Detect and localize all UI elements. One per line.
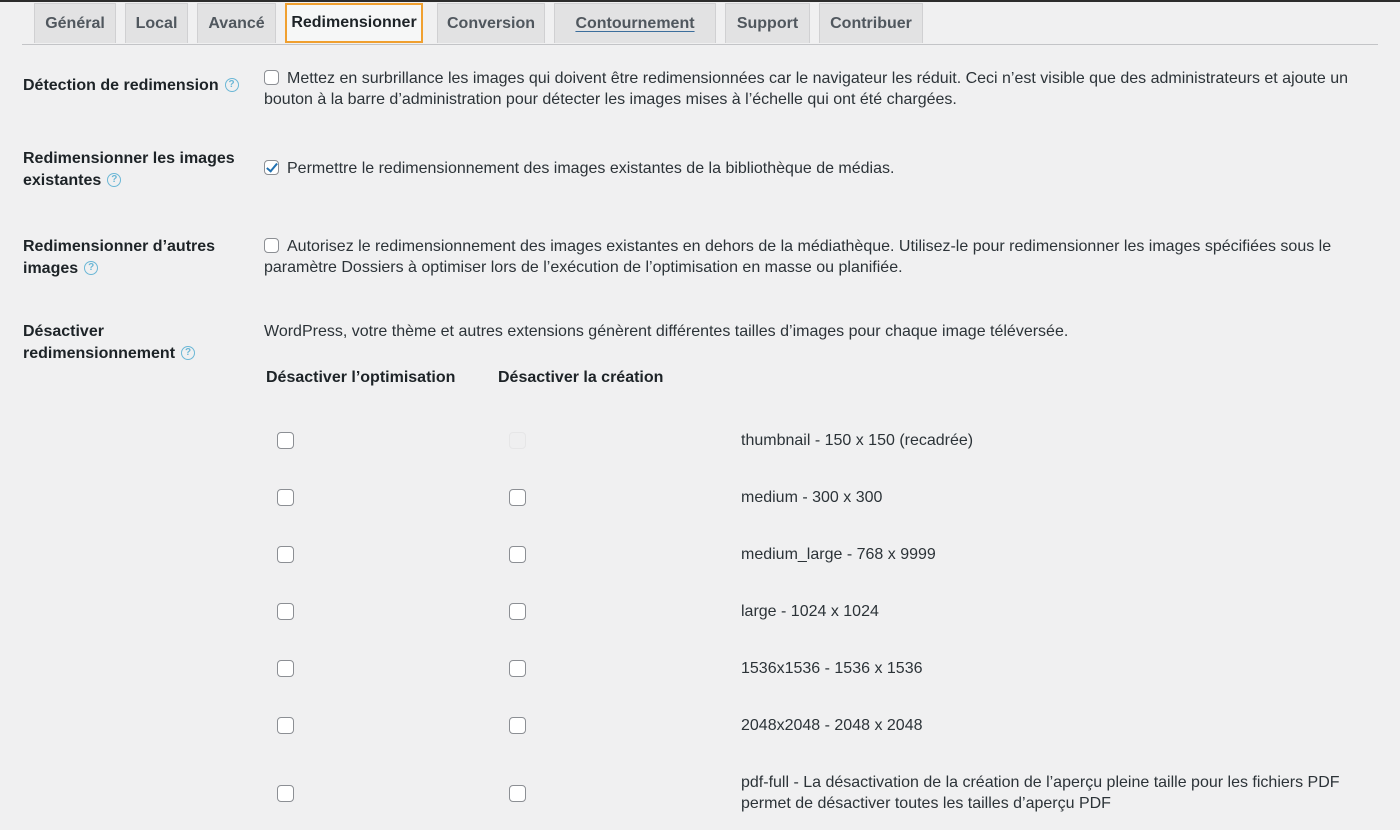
size-label: pdf-full - La désactivation de la création de l’aperçu pleine taille pour les fichiers PDF permet de désactiver toutes les tailles d’aperçu PDF (741, 774, 1340, 812)
disable-resizes-description: WordPress, votre thème et autres extensions génèrent différentes tailles d’images pour chaque image téléversée. (264, 323, 1069, 340)
disable-optimization-checkbox[interactable] (277, 546, 294, 563)
size-label: medium - 300 x 300 (741, 489, 883, 506)
disable-creation-checkbox[interactable] (509, 660, 526, 677)
resize-other-description: Autorisez le redimensionnement des images existantes en dehors de la médiathèque. Utilisez-le pour redimensionner les images spécifiées sous le paramètre Dossiers à optimiser lors de l’exécution de l’optimisation en masse ou planifiée. (264, 238, 1332, 276)
disable-creation-checkbox[interactable] (509, 546, 526, 563)
help-icon[interactable]: ? (225, 78, 239, 92)
column-header-disable-creation: Désactiver la création (498, 369, 664, 386)
resize-other-label: Redimensionner d’autres images ? (23, 238, 216, 277)
resize-detection-label: Détection de redimension ? (23, 75, 239, 97)
disable-creation-checkbox[interactable] (509, 489, 526, 506)
tab-resize[interactable]: Redimensionner (285, 3, 423, 43)
size-label: medium_large - 768 x 9999 (741, 546, 936, 563)
tab-support[interactable]: Support (725, 3, 810, 43)
tab-contribute[interactable]: Contribuer (819, 3, 923, 43)
disable-optimization-checkbox[interactable] (277, 432, 294, 449)
settings-tabs (22, 3, 1378, 45)
size-label: large - 1024 x 1024 (741, 603, 879, 620)
resize-detection-description: Mettez en surbrillance les images qui doivent être redimensionnées car le navigateur les réduit. Ceci n’est visible que des administrateurs et ajoute un bouton à la barre d’administration pour détecter les images mises à l’échelle qui ont été chargées. (264, 70, 1349, 108)
help-icon[interactable]: ? (181, 346, 195, 360)
size-label: 1536x1536 - 1536 x 1536 (741, 660, 923, 677)
resize-existing-checkbox[interactable] (264, 160, 279, 175)
tab-local[interactable]: Local (125, 3, 188, 43)
resize-other-checkbox[interactable] (264, 238, 279, 253)
disable-creation-checkbox (509, 432, 526, 449)
tab-conversion[interactable]: Conversion (437, 3, 545, 43)
disable-optimization-checkbox[interactable] (277, 785, 294, 802)
tab-advanced[interactable]: Avancé (197, 3, 276, 43)
disable-creation-checkbox[interactable] (509, 785, 526, 802)
disable-optimization-checkbox[interactable] (277, 603, 294, 620)
size-label: 2048x2048 - 2048 x 2048 (741, 717, 923, 734)
disable-creation-checkbox[interactable] (509, 603, 526, 620)
resize-existing-label: Redimensionner les images existantes ? (23, 150, 235, 189)
help-icon[interactable]: ? (107, 173, 121, 187)
resize-existing-description: Permettre le redimensionnement des images existantes de la bibliothèque de médias. (264, 159, 894, 180)
tab-general[interactable]: Général (34, 3, 116, 43)
window-top-border (0, 0, 1400, 2)
help-icon[interactable]: ? (84, 261, 98, 275)
tab-exclusions[interactable]: Contournement (554, 3, 716, 43)
disable-creation-checkbox[interactable] (509, 717, 526, 734)
resize-detection-checkbox[interactable] (264, 70, 279, 85)
disable-optimization-checkbox[interactable] (277, 489, 294, 506)
disable-optimization-checkbox[interactable] (277, 717, 294, 734)
disable-resizes-label: Désactiver redimensionnement ? (23, 321, 195, 365)
disable-optimization-checkbox[interactable] (277, 660, 294, 677)
size-label: thumbnail - 150 x 150 (recadrée) (741, 432, 974, 449)
column-header-disable-optimization: Désactiver l’optimisation (266, 369, 456, 386)
